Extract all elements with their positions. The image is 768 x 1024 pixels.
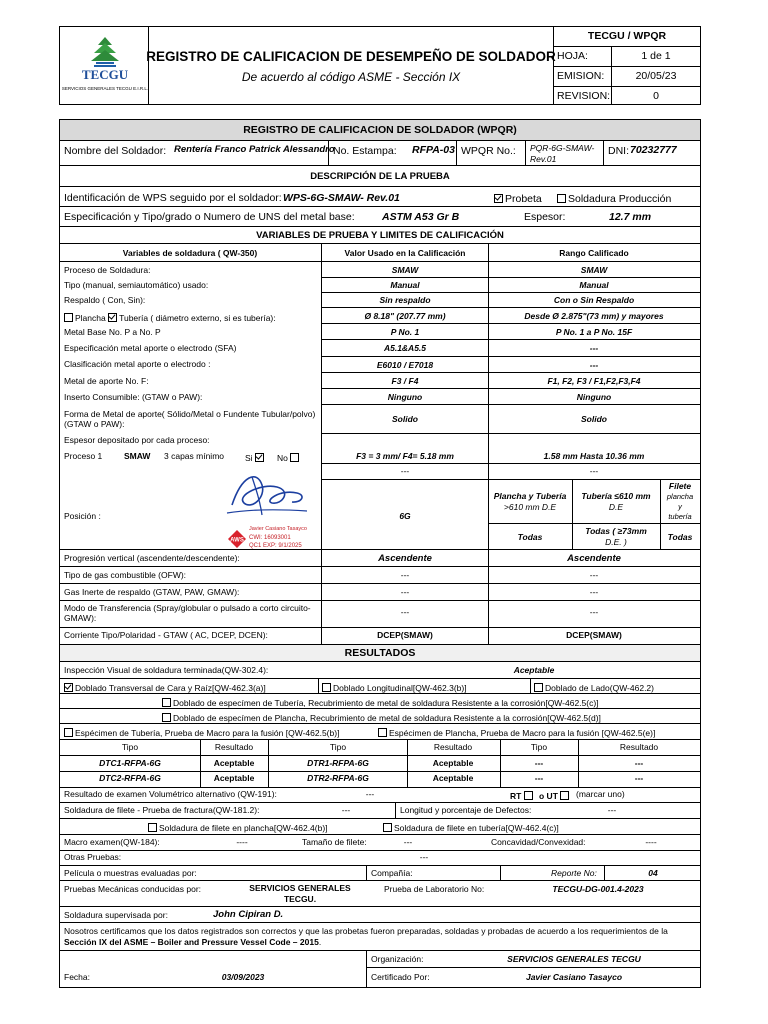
nombre-value: Rentería Franco Patrick Alessandro (174, 144, 335, 155)
var-row-label: Especificación metal aporte o electrodo (SFA) (64, 343, 237, 353)
logo-text: TECGU (81, 67, 129, 82)
dash-value: --- (400, 466, 410, 476)
var-row-label: Inserto Consumible: (GTAW o PAW): (64, 392, 203, 402)
gas-inerte-label: Gas Inerte de respaldo (GTAW, PAW, GMAW): (64, 587, 240, 597)
wpqr-section-title: REGISTRO DE CALIFICACION DE SOLDADOR (WPQR) (243, 124, 517, 136)
stamp-exp: QC1 EXP: 9/1/2025 (249, 543, 302, 549)
dni-label: DNI: (608, 145, 629, 157)
variables-title: VARIABLES DE PRUEBA Y LIMITES DE CALIFICACIÓN (256, 230, 504, 241)
compania-label: Compañía: (371, 868, 413, 878)
var-row-value: F3 / F4 (391, 376, 419, 386)
corriente-value: DCEP(SMAW) (377, 630, 433, 640)
results-header-resultado: Resultado (619, 742, 659, 752)
probeta-label: Probeta (505, 193, 542, 205)
var-row-value: Solido (392, 414, 418, 424)
wpqr-no-value-2: Rev.01 (530, 154, 557, 164)
var-row-plancha-tuberia: Plancha Tubería ( diámetro externo, si es tubería): (64, 312, 276, 323)
col-rango-header: Rango Calificado (559, 248, 629, 258)
gas-inerte-range: --- (589, 587, 599, 597)
revision-value: 0 (653, 90, 659, 102)
var-row-value: P No. 1 (390, 327, 420, 337)
stamp-cwi: CWI: 16093001 (249, 535, 291, 541)
wps-value: WPS-6G-SMAW- Rev.01 (283, 192, 400, 204)
mecanicas-value-1: SERVICIOS GENERALES (249, 883, 351, 893)
certificado-value: Javier Casiano Tasayco (525, 972, 623, 982)
var-row-label: Metal de aporte No. F: (64, 376, 149, 386)
var-row-value: A5.1&A5.5 (383, 343, 427, 353)
var-row-label: Clasificación metal aporte o electrodo : (64, 359, 211, 369)
checkbox-empty-icon (378, 728, 387, 737)
macro-value: ---- (236, 837, 248, 847)
table-cell: DTR1-RFPA-6G (307, 758, 369, 768)
filete-tuberia-checkbox[interactable]: Soldadura de filete en tubería[QW-462.4(c)] (383, 822, 559, 833)
si-checkbox[interactable]: Si (245, 452, 266, 463)
pos-header-tuberia: Tubería ≤610 mm (581, 491, 651, 501)
pos-value-tuberia-2: D.E. ) (605, 537, 627, 547)
laboratorio-label: Prueba de Laboratorio No: (384, 884, 485, 894)
fecha-label: Fecha: (64, 972, 90, 982)
checkbox-empty-icon (290, 453, 299, 462)
visual-value: Aceptable (513, 665, 555, 675)
table-cell: --- (534, 773, 544, 783)
longitud-value: --- (607, 805, 617, 815)
var-row-label: Proceso de Soldadura: (64, 265, 151, 275)
gas-range: --- (589, 570, 599, 580)
mecanicas-label: Pruebas Mecánicas conducidas por: (64, 884, 202, 894)
certificamos-text-2: Sección IX del ASME – Boiler and Pressure Vessel Code – 2015. (64, 937, 322, 947)
inspector-signature (222, 465, 312, 525)
revision-label: REVISION: (557, 90, 611, 102)
hoja-label: HOJA: (557, 50, 588, 62)
pos-header-filete-3: y (678, 502, 682, 511)
probeta-checkbox[interactable] (494, 193, 542, 205)
var-row-label: Tipo (manual, semiautomático) usado: (64, 280, 209, 290)
var-row-range: P No. 1 a P No. 15F (555, 327, 633, 337)
tamano-value: --- (403, 837, 413, 847)
pos-header-tuberia-sub: D.E (608, 502, 624, 512)
pos-header-plancha-tuberia-sub: >610 mm D.E (503, 502, 557, 512)
otras-pruebas-value: --- (419, 852, 429, 862)
var-row-range: Ninguno (576, 392, 612, 402)
form-code: TECGU / WPQR (587, 30, 667, 42)
capas-label: 3 capas mínimo (164, 451, 224, 461)
wpqr-no-label: WPQR No.: (461, 145, 516, 157)
aws-stamp (227, 527, 327, 555)
proceso1-label: Proceso 1 (64, 451, 103, 461)
certificamos-text-1: Nosotros certificamos que los datos registrados son correctos y que las probetas fueron preparadas, soldadas y probadas de acuerdo a los requerimientos de la (64, 926, 668, 936)
certificado-label: Certificado Por: (371, 972, 430, 982)
gas-inerte-value: --- (400, 587, 410, 597)
results-header-resultado: Resultado (214, 742, 254, 752)
table-cell: DTR2-RFPA-6G (307, 773, 369, 783)
var-row-value: E6010 / E7018 (376, 360, 434, 370)
otras-pruebas-label: Otras Pruebas: (64, 852, 122, 862)
var-row-range: Solido (581, 414, 607, 424)
table-cell: Aceptable (432, 758, 474, 768)
pos-header-filete: Filete (668, 481, 692, 491)
checkbox-empty-icon (148, 823, 157, 832)
checkbox-empty-icon (524, 791, 533, 800)
table-cell: --- (634, 758, 644, 768)
espesor-depositado-label: Espesor depositado por cada proceso: (64, 435, 210, 445)
checkbox-empty-icon (383, 823, 392, 832)
marcar-uno-label: (marcar uno) (576, 789, 625, 799)
checkbox-empty-icon (534, 683, 543, 692)
svg-text:AWS: AWS (230, 537, 244, 544)
no-checkbox[interactable]: No (277, 452, 301, 463)
checkbox-checked-icon (255, 453, 264, 462)
nombre-label: Nombre del Soldador: (64, 145, 167, 157)
logo-subtext: SERVICIOS GENERALES TECGU E.I.R.L. (61, 86, 149, 91)
var-row-range: SMAW (580, 265, 608, 275)
supervisada-label: Soldadura supervisada por: (64, 910, 168, 920)
form-subtitle: De acuerdo al código ASME - Sección IX (241, 70, 461, 84)
corriente-range: DCEP(SMAW) (566, 630, 622, 640)
wpqr-no-value-1: PQR-6G-SMAW- (530, 143, 595, 153)
results-header-tipo: Tipo (329, 742, 347, 752)
checkbox-checked-icon (108, 313, 117, 322)
var-row-label: Forma de Metal de aporte( Sólido/Metal o Fundente Tubular/polvo) (GTAW o PAW): (64, 409, 316, 430)
form-title: REGISTRO DE CALIFICACION DE DESEMPEÑO DE SOLDADOR (146, 49, 556, 64)
var-row-value: Manual (390, 280, 420, 290)
concavidad-label: Concavidad/Convexidad: (491, 837, 586, 847)
modo-label: Modo de Transferencia (Spray/globular o pulsado a corto circuito-GMAW): (64, 603, 311, 624)
espesor-dep-range: 1.58 mm Hasta 10.36 mm (543, 451, 645, 461)
metal-value: ASTM A53 Gr B (382, 211, 460, 223)
visual-label: Inspección Visual de soldadura terminada(QW-302.4): (64, 665, 269, 675)
checkbox-empty-icon (162, 713, 171, 722)
var-row-range: Con o Sin Respaldo (553, 295, 635, 305)
aws-logo-icon (227, 529, 247, 549)
var-row-range: Desde Ø 2.875"(73 mm) y mayores (524, 311, 664, 321)
table-cell: Aceptable (432, 773, 474, 783)
progresion-value: Ascendente (378, 553, 432, 564)
checkbox-empty-icon (557, 194, 566, 203)
table-cell: --- (634, 773, 644, 783)
ut-checkbox[interactable]: o UT (539, 790, 571, 801)
especimen-plancha-checkbox[interactable]: Espécimen de Plancha, Prueba de Macro para la fusión [QW-462.5(e)] (378, 727, 655, 738)
fecha-value: 03/09/2023 (221, 972, 265, 982)
gas-value: --- (400, 570, 410, 580)
pos-header-filete-2: plancha (666, 492, 694, 501)
reporte-value: 04 (648, 868, 658, 878)
var-row-value: Sin respaldo (379, 295, 431, 305)
var-row-label: Metal Base No. P a No. P (64, 327, 161, 337)
mecanicas-value-2: TECGU. (283, 894, 317, 904)
posicion-value: 6G (399, 511, 411, 521)
prueba-title: DESCRIPCIÓN DE LA PRUEBA (310, 171, 450, 182)
organizacion-label: Organización: (371, 954, 424, 964)
wps-label: Identificación de WPS seguido por el soldador: (64, 192, 282, 204)
posicion-label: Posición : (64, 511, 101, 521)
var-row-range: Manual (579, 280, 609, 290)
var-row-value: Ø 8.18" (207.77 mm) (364, 311, 446, 321)
var-row-value: Ninguno (387, 392, 423, 402)
hoja-value: 1 de 1 (641, 50, 671, 62)
var-row-label: Respaldo ( Con, Sin): (64, 295, 146, 305)
modo-range: --- (589, 607, 599, 617)
pos-value-tuberia-1: Todas ( ≥73mm (585, 526, 647, 536)
gas-label: Tipo de gas combustible (OFW): (64, 570, 187, 580)
filete-fractura-label: Soldadura de filete - Prueba de fractura(QW-181.2): (64, 805, 260, 815)
corriente-label: Corriente Tipo/Polaridad - GTAW ( AC, DCEP, DCEN): (64, 630, 268, 640)
espesor-value: 12.7 mm (609, 211, 652, 223)
var-row-range: --- (589, 360, 599, 370)
pos-header-plancha-tuberia: Plancha y Tubería (493, 491, 567, 501)
estampa-value: RFPA-03 (412, 144, 455, 156)
metal-label: Especificación y Tipo/grado o Numero de UNS del metal base: (64, 211, 355, 223)
progresion-label: Progresión vertical (ascendente/descendente): (64, 553, 240, 563)
var-row-value: SMAW (391, 265, 419, 275)
results-header-tipo: Tipo (121, 742, 139, 752)
soldadura-produccion-label: Soldadura Producción (568, 193, 672, 205)
progresion-range: Ascendente (567, 553, 621, 564)
table-cell: Aceptable (213, 758, 255, 768)
espesor-label: Espesor: (524, 211, 566, 223)
volumetrico-label: Resultado de examen Volumétrico alternativo (QW-191): (64, 789, 277, 799)
table-cell: Aceptable (213, 773, 255, 783)
filete-fractura-value: --- (341, 805, 351, 815)
col-valor-header: Valor Usado en la Calificación (344, 248, 466, 258)
doblado-lado-checkbox[interactable]: Doblado de Lado(QW-462.2) (534, 682, 654, 693)
doblado-plancha-checkbox[interactable]: Doblado de especímen de Plancha, Recubrimiento de metal de soldadura Resistente a la corrosión[QW-462.5(d)] (162, 712, 601, 723)
doblado-tuberia-checkbox[interactable]: Doblado de especímen de Tubería, Recubrimiento de metal de soldadura Resistente a la corrosión[QW-462.5(c)] (162, 697, 599, 708)
longitud-label: Longitud y porcentaje de Defectos: (400, 805, 532, 815)
tamano-label: Tamaño de filete: (302, 837, 367, 847)
emision-value: 20/05/23 (635, 70, 677, 82)
results-header-resultado: Resultado (433, 742, 473, 752)
laboratorio-value: TECGU-DG-001.4-2023 (552, 884, 644, 894)
dni-value: 70232777 (630, 144, 677, 156)
supervisada-value: John Cipiran D. (213, 909, 284, 920)
table-cell: DTC1-RFPA-6G (99, 758, 161, 768)
doblado-transversal-checkbox[interactable]: Doblado Transversal de Cara y Raíz[QW-462.3(a)] (64, 682, 266, 693)
var-row-range: --- (589, 343, 599, 353)
stamp-name: Javier Casiano Tasayco (249, 526, 307, 532)
soldadura-produccion-checkbox[interactable] (557, 193, 671, 205)
dash-range: --- (589, 466, 599, 476)
modo-value: --- (400, 607, 410, 617)
checkbox-empty-icon (64, 728, 73, 737)
pos-value-plancha-tuberia: Todas (517, 532, 543, 542)
doblado-longitudinal-checkbox[interactable]: Doblado Longitudinal[QW-462.3(b)] (322, 682, 467, 693)
pos-header-filete-4: tubería (668, 512, 692, 521)
results-header-tipo: Tipo (530, 742, 548, 752)
filete-plancha-checkbox[interactable]: Soldadura de filete en plancha[QW-462.4(b)] (148, 822, 328, 833)
pelicula-label: Película o muestras evaluadas por: (64, 868, 197, 878)
var-row-range: F1, F2, F3 / F1,F2,F3,F4 (547, 376, 641, 386)
concavidad-value: ---- (645, 837, 657, 847)
resultados-title: RESULTADOS (344, 647, 416, 659)
company-logo (61, 32, 149, 100)
checkbox-checked-icon (64, 683, 73, 692)
reporte-label: Reporte No: (551, 868, 597, 878)
estampa-label: No. Estampa: (333, 145, 397, 157)
col-variables-header: Variables de soldadura ( QW-350) (122, 248, 258, 258)
checkbox-empty-icon (560, 791, 569, 800)
organizacion-value: SERVICIOS GENERALES TECGU (507, 954, 641, 964)
proceso1-smaw: SMAW (124, 451, 151, 461)
espesor-dep-value: F3 = 3 mm/ F4= 5.18 mm (356, 451, 454, 461)
macro-label: Macro examen(QW-184): (64, 837, 160, 847)
pos-value-filete: Todas (667, 532, 693, 542)
emision-label: EMISION: (557, 70, 605, 82)
table-cell: --- (534, 758, 544, 768)
especimen-tuberia-checkbox[interactable]: Espécimen de Tubería, Prueba de Macro para la fusión [QW-462.5(b)] (64, 727, 339, 738)
checkbox-empty-icon (162, 698, 171, 707)
rt-checkbox[interactable]: RT (510, 790, 535, 801)
checkbox-empty-icon (322, 683, 331, 692)
volumetrico-value: --- (365, 789, 375, 799)
checkbox-empty-icon (64, 313, 73, 322)
checkbox-checked-icon (494, 194, 503, 203)
table-cell: DTC2-RFPA-6G (99, 773, 161, 783)
